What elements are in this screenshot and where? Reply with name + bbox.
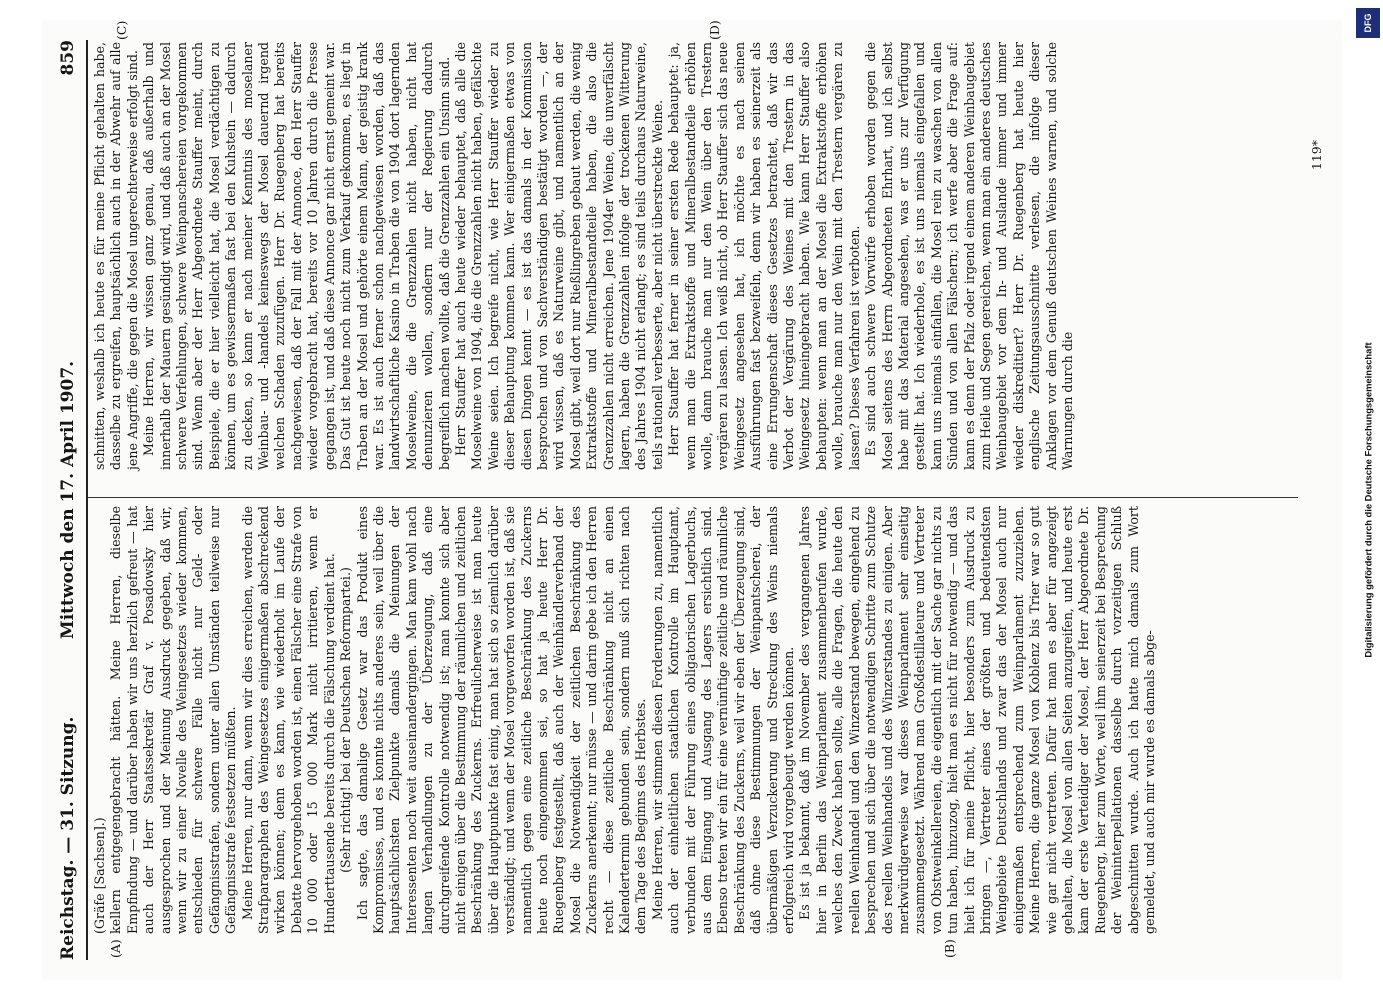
credit-text: Digitalisierung gefördert durch die Deutsche Forschungsgemeinschaft [1362,342,1374,658]
paragraph: Meine Herren, nur dann, wenn wir dies erreichen, werden die Strafparagraphen des Weingesetzes einigermaßen abschreckend wirken können; denn es kann, wie wiederholt im Laufe der Debatte hervorgehoben worden ist, einen Fälscher eine Strafe von 10 000 oder 15 000 Mark nicht irritieren, wenn er Hunderttausende bereits durch die Fälschung verdient hat. [239,506,337,934]
paragraph: Ich sagte, das damalige Gesetz war das Produkt eines Kompromisses, und es konnte nichts anderes sein, weil über die hauptsächlichsten Zielpunkte damals die Meinungen der Interessenten noch weit auseinandergingen. Man kam wohl nach langen Verhandlungen zu der Überzeugung, daß eine durchgreifende Kontrolle notwendig ist; man konnte sich aber nicht einigen über die Bestimmung der räumlichen und zeitlichen Beschränkung des Zuckerns. Erfreulicherweise ist man heute über die Hauptpunkte fast einig, man hat sich so ziemlich darüber verständigt; und wenn der Mosel vorgeworfen worden ist, daß sie namentlich gegen eine zeitliche Beschränkung des Zuckerns heute noch eingenommen sei, so hat ja heute Herr Dr. Ruegenberg festgestellt, daß auch der Weinhändlerverband der Mosel die Notwendigkeit der zeitlichen Beschränkung des Zuckerns anerkennt; nur müsse — und darin gebe ich den Herren recht — diese zeitliche Beschränkung nicht an einen Kalendertermin gebunden sein, sondern muß sich richten nach dem Tage des Beginns des Herbstes. [354,506,648,934]
left-column [92,506,1158,934]
signature-mark: 119* [1308,140,1324,171]
header-session: Reichstag. — 31. Sitzung. [57,716,78,960]
paragraph: Herr Stauffer hat ferner in seiner ersten Rede behauptet: ja, wenn man die Extraktstoffe und Mineralbestandteile erhöhen wolle, dann brauche man nur den Wein über den Trestern vergären zu lassen. Ich weiß nicht, ob Herr Stauffer sich das neue Weingesetz angesehen hat, ich möchte es nach seinen Ausführungen fast bezweifeln, denn wir haben es seinerzeit als eine Errungenschaft dieses Gesetzes betrachtet, daß wir das Verbot der Vergärung des Weines mit den Trestern in das Weingesetz hineingebracht haben. Wie kann Herr Stauffer also behaupten: wenn man an der Mosel die Extraktstoffe erhöhen wolle, brauche man nur den Wein mit den Trestern vergären zu lassen? Dieses Verfahren ist verboten. [665,42,862,470]
page-number: 859 [57,40,78,76]
paragraph: Herr Stauffer hat auch heute wieder behauptet, daß alle die Moselweine von 1904, die die Grenzzahlen nicht haben, gefälschte Weine seien. Ich begreife nicht, wie Herr Stauffer wieder zu dieser Behauptung kommen kann. Wer einigermaßen etwas von diesen Dingen kennt — es ist das damals in der Kommission besprochen und von Sachverständigen bestätigt worden —, der wird wissen, daß es Naturweine gibt, und namentlich an der Mosel gibt, weil dort nur Rießlingreben gebaut werden, die wenig Extraktstoffe und Mineralbestandteile haben, die also die Grenzzahlen nicht erreichen. Jene 1904er Weine, die unverfälscht lagern, haben die Grenzzahlen infolge der trockenen Witterung des Jahres 1904 nicht erlangt; es sind teils durchaus Naturweine, teils rationell verbesserte, aber nicht überstreckte Weine. [452,42,665,470]
dfg-logo: DFG [1356,8,1380,38]
paragraph: Es sind auch schwere Vorwürfe erhoben worden gegen die Mosel seitens des Herrn Abgeordneten Ehrhart, und ich selbst habe mit das Material angesehen, was er uns zur Verfügung gestellt hat. Ich wiederhole, es ist uns niemals eingefallen und kann uns niemals einfallen, die Mosel rein zu waschen von allen Sünden und von allen Fälschern; ich werfe aber die Frage auf: kann es denn der Pfalz oder irgend einem anderen Weinbaugebiet zum Heile und Segen gereichen, wenn man ein anderes deutsches Weinbaugebiet vor dem In- und Auslande immer und immer wieder diskreditiert? Herr Dr. Ruegenberg hat heute hier englische Zeitungsausschnitte verlesen, die infolge dieser Anklagen vor dem Genuß deutschen Weines warnen, und solche Warnungen durch die [862,42,1075,470]
paragraph: Meine Herren, wir wissen ganz genau, daß außerhalb und innerhalb der Mauern gesündigt wird, und daß auch an der Mosel schwere Verfehlungen, schwere Weinpanschereien vorgekommen sind. Wenn aber der Herr Abgeordnete Stauffer meint, durch Beispiele, die er hier vielleicht hat, die Mosel verdächtigen zu können, um es gewissermaßen fast bei den Kuhstein — dadurch zu decken, so kann er nach meiner Kenntnis des moselaner Weinbau- und -handels keineswegs der Mosel dauernd irgend welchen Schaden zuzufügen. Herr Dr. Ruegenberg hat bereits nachgewiesen, daß der Fall mit der Annonce, den Herr Stauffer wieder vorgebracht hat, bereits vor 10 Jahren durch die Presse gegangen ist, und daß diese Annonce gar nicht ernst gemeint war. Das Gut ist heute noch nicht zum Verkauf gekommen, es liegt in Traben an der Mosel und gehörte einem Mann, der geistig krank war. Es ist auch ferner schon nachgewiesen worden, daß das landwirtschaftliche Kasino in Traben die von 1904 dort lagernden Moselweine, die die Grenzzahlen nicht haben, nicht hat denunzieren wollen, sondern nur der Regierung dadurch begreiflich machen wollte, daß die Grenzzahlen ein Unsinn sind. [140,42,452,470]
interjection: (Sehr richtig! bei der Deutschen Reformpartei.) [337,567,353,873]
rotated-page [42,20,1342,980]
paragraph: kellern entgegengebracht hätten. Meine Herren, dieselbe Empfindung — und darüber haben wir uns herzlich gefreut — hat auch der Herr Staatssekretär Graf v. Posadowsky hier ausgesprochen und der Meinung Ausdruck gegeben, daß wir, wenn wir zu einer Novelle des Weingesetzes wieder kommen, entschieden für schwere Fälle nicht nur Geld- oder Gefängnisstrafen, sondern unter allen Umständen teilweise nur Gefängnisstrafe festsetzen müßten. [107,506,238,934]
right-column [92,42,1076,470]
page-header [54,40,84,960]
header-date: Mittwoch den 17. April 1907. [57,360,78,640]
margin-mark-d: (D) [706,20,722,40]
margin-mark-c: (C) [113,20,129,40]
margin-mark-b: (B) [941,939,957,958]
header-rule [86,40,88,960]
column-divider [88,497,1298,498]
digitization-credit [1357,10,1379,990]
margin-mark-a: (A) [107,939,123,958]
paragraph: Es ist ja bekannt, daß im November des vergangenen Jahres hier in Berlin das Weinparlament zusammenberufen wurde, welches den Zweck haben sollte, alle die Fragen, die heute den reellen Weinhandel und den Winzerstand bewegen, eingehend zu besprechen und sich über die notwendigen Schritte zum Schutze des reellen Weinhandels und des Winzerstandes zu einigen. Aber merkwürdigerweise war dieses Weinparlament sehr einseitig zusammengesetzt. Während man Großdestillateure und Vertreter von Obstweinkellereien, die eigentlich mit der Sache gar nichts zu tun haben, hinzuzog, hielt man es nicht für notwendig — und das hielt ich für meine Pflicht, hier besonders zum Ausdruck zu bringen —, Vertreter eines der größten und bedeutendsten Weingebiete Deutschlands und zwar das der Mosel auch nur einigermaßen entsprechend zum Weinparlament zuzuziehen. Meine Herren, die ganze Mosel von Koblenz bis Trier war so gut wie gar nicht vertreten. Dafür hat man es aber für angezeigt gehalten, die Mosel von allen Seiten anzugreifen, und heute erst kam der erste Verteidiger der Mosel, der Herr Abgeordnete Dr. Ruegenberg, hier zum Worte, weil ihm seinerzeit bei Besprechung der Weininterpellationen dasselbe durch vorzeitigen Schluß abgeschnitten wurde. Auch ich hatte mich damals zum Wort gemeldet, und auch mir wurde es damals abge- [796,506,1157,934]
paragraph: Meine Herren, wir stimmen diesen Forderungen zu, namentlich auch der einheitlichen staatlichen Kontrolle im Hauptamt, verbunden mit der Führung eines obligatorischen Lagerbuchs, aus dem Eingang und Ausgang des Lagers ersichtlich sind. Ebenso treten wir ein für eine vernünftige zeitliche und räumliche Beschränkung des Zuckerns, weil wir eben der Überzeugung sind, daß ohne diese Bestimmungen der Weinpantscherei, der übermäßigen Verzuckerung und Streckung des Weins niemals erfolgreich wird vorgebeugt werden können. [649,506,796,934]
speaker-tag: (Gräfe [Sachsen].) [91,817,107,934]
paragraph: schnitten, weshalb ich heute es für meine Pflicht gehalten habe, dasselbe zu ergreifen, hauptsächlich auch in der Abwehr auf alle jene Angriffe, die gegen die Mosel ungerechterweise erfolgt sind. [91,42,140,470]
